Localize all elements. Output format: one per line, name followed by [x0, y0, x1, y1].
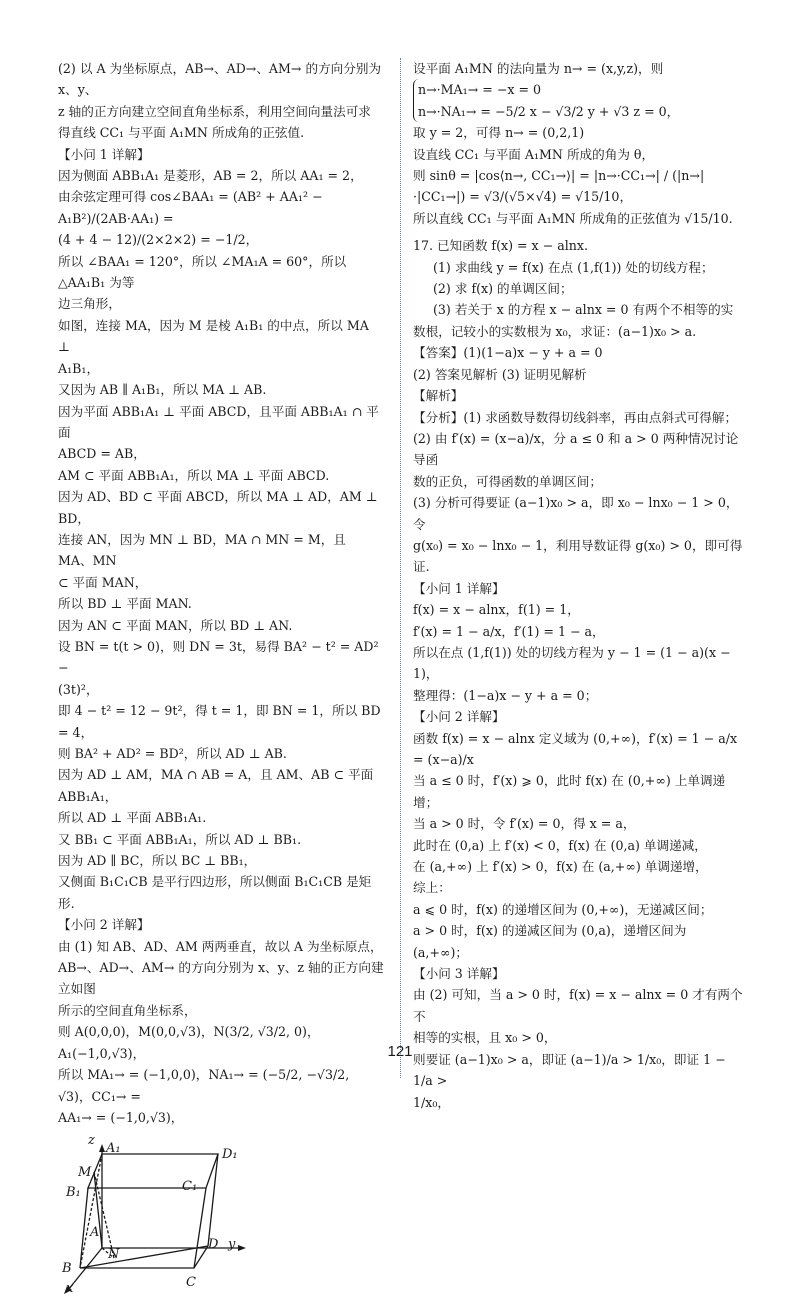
- prism-figure: [58, 1130, 308, 1295]
- text-line: 综上：: [413, 880, 451, 896]
- column-divider: [400, 58, 401, 1078]
- text-line: 当 a > 0 时，令 f′(x) = 0，得 x = a，: [413, 816, 636, 832]
- text-line: 由 (2) 可知，当 a > 0 时，f(x) = x − alnx = 0 才有两个不: [413, 987, 743, 1024]
- text-line: 则要证 (a−1)x₀ > a，即证 (a−1)/a > 1/x₀，即证 1 − 1/a >: [413, 1051, 726, 1089]
- text-line: AM ⊂ 平面 ABB₁A₁，所以 MA ⊥ 平面 ABCD.: [58, 467, 330, 483]
- text-line: 所以在点 (1,f(1)) 处的切线方程为 y − 1 = (1 − a)(x −: [413, 644, 731, 660]
- text-line: g(x₀) = x₀ − lnx₀ − 1，利用导数证得 g(x₀) > 0，即可得证.: [413, 537, 743, 575]
- text-line: (3t)²，: [58, 681, 99, 697]
- text-line: 连接 AN，因为 MN ⊥ BD，MA ∩ MN = M，且 MA、MN: [58, 531, 346, 569]
- label-b1: B₁: [66, 1185, 81, 1201]
- text-line: 因为 AD ∥ BC，所以 BC ⊥ BB₁，: [58, 853, 257, 869]
- text-line: 则 BA² + AD² = BD²，所以 AD ⊥ AB.: [58, 746, 287, 761]
- section-heading: 【小问 2 详解】: [413, 709, 505, 725]
- text-line: (2) 由 f′(x) = (x−a)/x，分 a ≤ 0 和 a > 0 两种情况讨论导函: [413, 430, 739, 468]
- text-line: 即 4 − t² = 12 − 9t²，得 t = 1，即 BN = 1，所以 BD = 4，: [58, 703, 381, 740]
- text-line: 所示的空间直角坐标系，: [58, 1002, 197, 1018]
- label-c1: C₁: [182, 1179, 198, 1195]
- label-a1: A₁: [106, 1141, 121, 1157]
- text-line: 因为 AN ⊂ 平面 MAN，所以 BD ⊥ AN.: [58, 617, 293, 633]
- label-d: D: [208, 1237, 219, 1253]
- text-line: 又因为 AB ∥ A₁B₁，所以 MA ⊥ AB.: [58, 382, 267, 398]
- text-line: 此时在 (0,a) 上 f′(x) < 0，f(x) 在 (0,a) 单调递减，: [413, 837, 707, 853]
- text-line: (3) 分析可得要证 (a−1)x₀ > a，即 x₀ − lnx₀ − 1 > 0，令: [413, 495, 739, 532]
- text-line: 如图，连接 MA，因为 M 是棱 A₁B₁ 的中点，所以 MA ⊥: [58, 317, 369, 355]
- problem-part: (2) 求 f(x) 的单调区间；: [433, 281, 573, 297]
- y-arrow: [238, 1245, 246, 1251]
- diagonal-bd: [80, 1246, 208, 1268]
- text-line: 取 y = 2，可得 n→ = (0,2,1): [413, 125, 585, 141]
- text-line: 设 BN = t(t > 0)，则 DN = 3t，易得 BA² − t² = AD² −: [58, 638, 379, 676]
- text-line: ABB₁A₁，: [58, 788, 118, 804]
- label-x: x: [66, 1281, 74, 1297]
- text-line: 整理得：(1−a)x − y + a = 0；: [413, 687, 598, 703]
- text-line: 由余弦定理可得 cos∠BAA₁ = (AB² + AA₁² − A₁B²)/(2AB·AA₁) =: [58, 189, 323, 226]
- edge-b1-b: [80, 1188, 88, 1268]
- text-line: a > 0 时，f(x) 的递减区间为 (0,a)，递增区间为 (a,+∞)；: [413, 923, 687, 960]
- z-arrow: [99, 1144, 105, 1152]
- left-column: [58, 58, 384, 1295]
- label-a: A: [90, 1225, 100, 1241]
- text-line: 又侧面 B₁C₁CB 是平行四边形，所以侧面 B₁C₁CB 是矩形.: [58, 874, 372, 911]
- label-d1: D₁: [222, 1147, 238, 1163]
- problem-part: (3) 若关于 x 的方程 x − alnx = 0 有两个不相等的实: [433, 302, 734, 318]
- text-line: z 轴的正方向建立空间直角坐标系，利用空间向量法可求: [58, 103, 371, 119]
- text-line: 在 (a,+∞) 上 f′(x) > 0，f(x) 在 (a,+∞) 单调递增，: [413, 859, 708, 875]
- problem-part: (1) 求曲线 y = f(x) 在点 (1,f(1)) 处的切线方程；: [433, 259, 714, 275]
- text-line: f′(x) = 1 − a/x，f′(1) = 1 − a，: [413, 623, 605, 639]
- text-line: A₁B₁，: [58, 360, 100, 376]
- edge-c1-c: [194, 1188, 206, 1268]
- text-line: (4 + 4 − 12)/(2×2×2) = −1/2，: [58, 232, 259, 248]
- text-line: 因为平面 ABB₁A₁ ⊥ 平面 ABCD，且平面 ABB₁A₁ ∩ 平面: [58, 403, 379, 440]
- text-line: 函数 f(x) = x − alnx 定义域为 (0,+∞)，f′(x) = 1 − a/x: [413, 730, 738, 746]
- text-line: 因为侧面 ABB₁A₁ 是菱形，AB = 2，所以 AA₁ = 2，: [58, 168, 363, 184]
- text-line: 则 A(0,0,0)，M(0,0,√3)，N(3/2, √3/2, 0)，A₁(−1,0,√3)，: [58, 1024, 320, 1061]
- label-z: z: [88, 1133, 95, 1149]
- label-n: N: [108, 1247, 120, 1263]
- text-line: 因为 AD、BD ⊂ 平面 ABCD，所以 MA ⊥ AD，AM ⊥: [58, 489, 378, 505]
- text-line: 又 BB₁ ⊂ 平面 ABB₁A₁，所以 AD ⊥ BB₁.: [58, 831, 302, 847]
- section-heading: 【小问 1 详解】: [413, 580, 505, 596]
- text-line: 则 sinθ = |cos⟨n→, CC₁→⟩| = |n→·CC₁→| / (|n→|·|CC₁→|) = √3/(√5×√4) = √15/10，: [413, 168, 705, 205]
- right-column: [413, 58, 745, 1113]
- problem-title: 17. 已知函数 f(x) = x − alnx.: [413, 238, 588, 254]
- section-heading: 【小问 2 详解】: [58, 917, 150, 933]
- text-line: (2) 以 A 为坐标原点，AB→、AD→、AM→ 的方向分别为 x、y、: [58, 61, 382, 98]
- equation-line: n→·MA₁→ = −x = 0: [418, 82, 542, 98]
- text-line: 由 (1) 知 AB、AD、AM 两两垂直，故以 A 为坐标原点，: [58, 938, 383, 954]
- text-line: 1/x₀，: [413, 1094, 451, 1110]
- text-line: 相等的实根，且 x₀ > 0，: [413, 1030, 557, 1046]
- label-c: C: [186, 1275, 196, 1291]
- text-line: 设直线 CC₁ 与平面 A₁MN 所成的角为 θ，: [413, 146, 655, 162]
- section-heading: 【小问 1 详解】: [58, 146, 150, 162]
- text-line: 【分析】(1) 求函数导数得切线斜率，再由点斜式可得解；: [413, 409, 738, 425]
- text-line: ⊂ 平面 MAN，: [58, 574, 148, 590]
- equation-line: n→·NA₁→ = −5/2 x − √3/2 y + √3 z = 0，: [418, 103, 680, 119]
- text-line: f(x) = x − alnx，f(1) = 1，: [413, 602, 580, 618]
- label-m: M: [78, 1165, 92, 1181]
- section-heading: 【解析】: [413, 388, 464, 404]
- text-line: 得直线 CC₁ 与平面 A₁MN 所成角的正弦值.: [58, 125, 305, 141]
- section-heading: 【小问 3 详解】: [413, 966, 505, 982]
- prism-diagram: [58, 1130, 308, 1295]
- text-line: 所以直线 CC₁ 与平面 A₁MN 所成角的正弦值为 √15/10.: [413, 210, 733, 226]
- text-line: 所以 ∠BAA₁ = 120°，所以 ∠MA₁A = 60°，所以 △AA₁B₁ 为等: [58, 253, 347, 291]
- text-line: 所以 BD ⊥ 平面 MAN.: [58, 596, 192, 612]
- text-line: 所以 AD ⊥ 平面 ABB₁A₁.: [58, 810, 207, 826]
- text-line: 1)，: [413, 666, 439, 682]
- answer-line: 【答案】(1)(1−a)x − y + a = 0: [413, 345, 603, 361]
- text-line: 边三角形，: [58, 296, 121, 312]
- answer-line: (2) 答案见解析 (3) 证明见解析: [413, 366, 587, 382]
- text-line: AB→、AD→、AM→ 的方向分别为 x、y、z 轴的正方向建立如图: [58, 960, 384, 997]
- text-line: a ⩽ 0 时，f(x) 的递增区间为 (0,+∞)，无递减区间；: [413, 901, 713, 917]
- text-line: 设平面 A₁MN 的法向量为 n→ = (x,y,z)，则: [413, 61, 664, 76]
- text-line: = (x−a)/x: [413, 752, 474, 767]
- equation-system: [413, 79, 679, 122]
- page-number: 121: [387, 1043, 413, 1060]
- label-b: B: [62, 1261, 72, 1277]
- text-line: 数根，记较小的实数根为 x₀，求证：(a−1)x₀ > a.: [413, 323, 697, 339]
- text-line: 因为 AD ⊥ AM，MA ∩ AB = A，且 AM、AB ⊂ 平面: [58, 767, 374, 783]
- text-line: BD，: [58, 510, 90, 526]
- text-line: 所以 MA₁→ = (−1,0,0)，NA₁→ = (−5/2, −√3/2, √3)，CC₁→ =: [58, 1067, 350, 1104]
- text-line: 当 a ≤ 0 时，f′(x) ⩾ 0，此时 f(x) 在 (0,+∞) 上单调递增；: [413, 773, 726, 810]
- label-y: y: [228, 1237, 236, 1253]
- text-line: 数的正负，可得函数的单调区间；: [413, 473, 602, 489]
- text-line: AA₁→ = (−1,0,√3)，: [58, 1109, 184, 1125]
- text-line: ABCD = AB，: [58, 446, 146, 462]
